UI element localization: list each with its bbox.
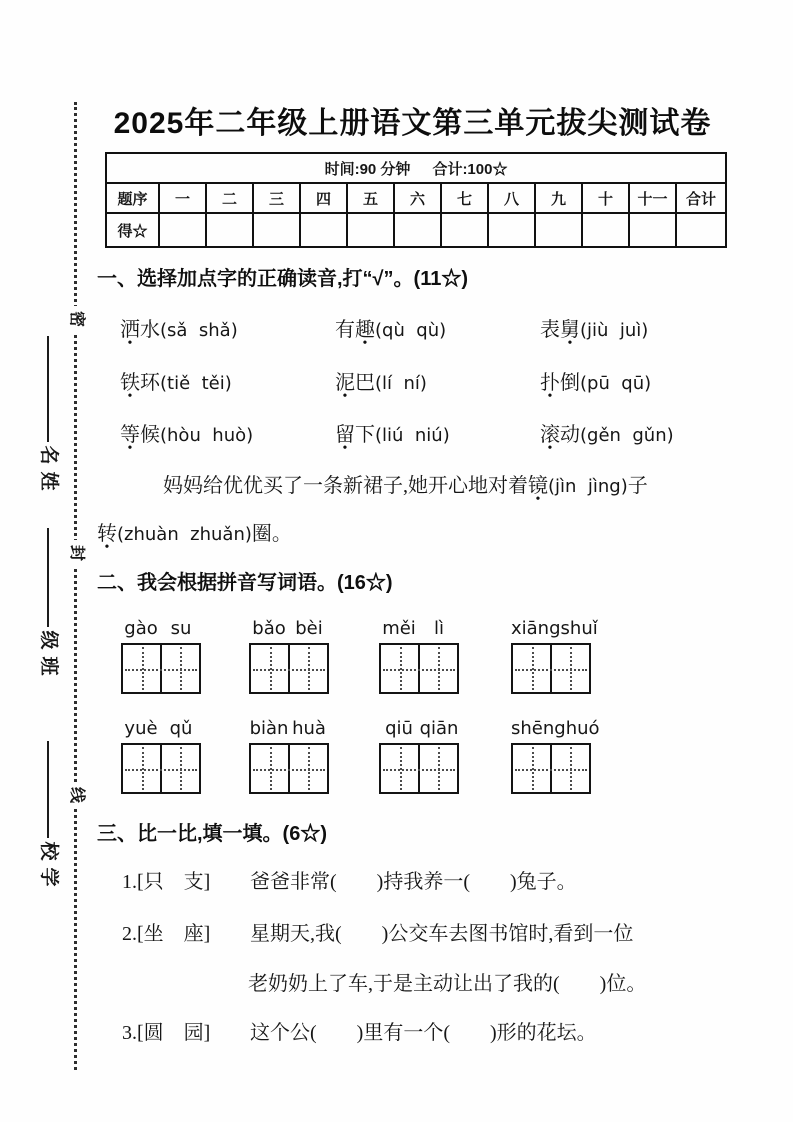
pinyin-syllable: lì	[433, 618, 444, 639]
pinyin-syllable: xiāng	[511, 618, 561, 639]
score-cell	[300, 213, 347, 247]
seal-dashed-line	[74, 102, 77, 1070]
pinyin-grid-qiuqian	[379, 718, 459, 794]
score-cell	[582, 213, 629, 247]
score-cell	[394, 213, 441, 247]
word-row-2	[120, 366, 738, 395]
item1-choices: 1.[只 支]	[122, 871, 211, 893]
pinyin-syllable: shēng	[511, 718, 566, 739]
pinyin-syllable: bèi	[295, 618, 323, 639]
word-row-1	[120, 313, 738, 342]
school-blank-line	[47, 741, 49, 838]
pinyin-syllable: bǎo	[252, 618, 286, 639]
score-cell	[535, 213, 582, 247]
word-item: 滚动(gěn gǔn)	[540, 424, 674, 446]
write-grid	[121, 643, 201, 694]
col-total: 合计	[676, 183, 726, 213]
total-score: 合计:100☆	[432, 160, 508, 178]
word-item: 表舅(jiù juì)	[540, 319, 649, 341]
pinyin-syllable: shuǐ	[560, 618, 598, 639]
class-blank-line	[47, 528, 49, 627]
score-cell	[347, 213, 394, 247]
seal-char-mi: 密	[63, 306, 89, 332]
col-3: 三	[253, 183, 300, 213]
score-cell	[253, 213, 300, 247]
class-field-label: 级 班	[38, 630, 59, 676]
item3-sentence: 这个公( )里有一个( )形的花坛。	[250, 1022, 597, 1044]
pinyin-grid-bianhua	[249, 718, 329, 794]
col-4: 四	[300, 183, 347, 213]
pinyin-grid-yuequ	[121, 718, 201, 794]
sentence-line-1: 妈妈给优优买了一条新裙子,她开心地对着镜(jìn jìng)子	[163, 475, 648, 497]
pinyin-syllable: yuè	[124, 718, 158, 739]
score-cell	[159, 213, 206, 247]
word-item: 等候(hòu huò)	[120, 424, 254, 446]
pinyin-grid-meili	[379, 618, 459, 694]
pinyin-syllable: měi	[382, 618, 416, 639]
score-row-label: 得☆	[106, 213, 159, 247]
col-7: 七	[441, 183, 488, 213]
item2-sentence-cont: 老奶奶上了车,于是主动让出了我的( )位。	[248, 973, 647, 995]
word-item: 扑倒(pū qū)	[540, 372, 652, 394]
item2-choices: 2.[坐 座]	[122, 923, 211, 945]
name-field-label: 名 姓	[38, 445, 59, 491]
write-grid	[511, 643, 591, 694]
write-grid	[511, 743, 591, 794]
seal-char-xian: 线	[63, 782, 89, 808]
col-8: 八	[488, 183, 535, 213]
score-cell	[441, 213, 488, 247]
sentence-line-2: 转(zhuàn zhuǎn)圈。	[97, 523, 292, 545]
pinyin-syllable: qiān	[419, 718, 459, 739]
pinyin-syllable: qiū	[385, 718, 413, 739]
question-order-label: 题序	[106, 183, 159, 213]
pinyin-syllable: huó	[565, 718, 600, 739]
score-cell	[629, 213, 676, 247]
write-grid	[249, 743, 329, 794]
col-9: 九	[535, 183, 582, 213]
pinyin-syllable: su	[170, 618, 192, 639]
col-1: 一	[159, 183, 206, 213]
time-limit: 时间:90 分钟	[324, 160, 411, 178]
col-6: 六	[394, 183, 441, 213]
score-cell	[206, 213, 253, 247]
col-10: 十	[582, 183, 629, 213]
seal-char-feng: 封	[63, 540, 89, 566]
col-2: 二	[206, 183, 253, 213]
section2-heading: 二、我会根据拼音写词语。(16☆)	[97, 572, 393, 594]
name-blank-line	[47, 336, 49, 442]
section3-heading: 三、比一比,填一填。(6☆)	[97, 823, 327, 845]
pinyin-grid-gaosu	[121, 618, 201, 694]
write-grid	[379, 743, 459, 794]
write-grid	[379, 643, 459, 694]
score-cell	[676, 213, 726, 247]
pinyin-grid-baobei	[249, 618, 329, 694]
class-field	[33, 528, 63, 679]
word-item: 铁环(tiě těi)	[120, 372, 232, 394]
name-field	[33, 336, 63, 494]
pinyin-grid-shenghuo	[511, 718, 600, 794]
word-item: 留下(liú niú)	[335, 424, 450, 446]
school-field-label: 校 学	[38, 841, 59, 887]
word-row-3	[120, 418, 738, 447]
item3-choices: 3.[圆 园]	[122, 1022, 211, 1044]
pinyin-syllable: qǔ	[169, 718, 193, 739]
pinyin-syllable: gào	[124, 618, 158, 639]
write-grid	[249, 643, 329, 694]
word-item: 洒水(sǎ shǎ)	[120, 319, 238, 341]
paper-title: 2025年二年级上册语文第三单元拔尖测试卷	[113, 107, 712, 140]
score-cell	[488, 213, 535, 247]
item2-sentence: 星期天,我( )公交车去图书馆时,看到一位	[250, 923, 634, 945]
word-item: 有趣(qù qù)	[335, 319, 447, 341]
word-item: 泥巴(lí ní)	[335, 372, 427, 394]
score-table-header	[106, 153, 726, 183]
pinyin-syllable: huà	[292, 718, 326, 739]
school-field	[33, 741, 63, 890]
col-11: 十一	[629, 183, 676, 213]
section1-heading: 一、选择加点字的正确读音,打“√”。(11☆)	[97, 268, 468, 290]
pinyin-grid-xiangshui	[511, 618, 598, 694]
col-5: 五	[347, 183, 394, 213]
item1-sentence: 爸爸非常( )持我养一( )兔子。	[250, 871, 577, 893]
score-table	[105, 152, 727, 248]
write-grid	[121, 743, 201, 794]
pinyin-syllable: biàn	[249, 718, 289, 739]
